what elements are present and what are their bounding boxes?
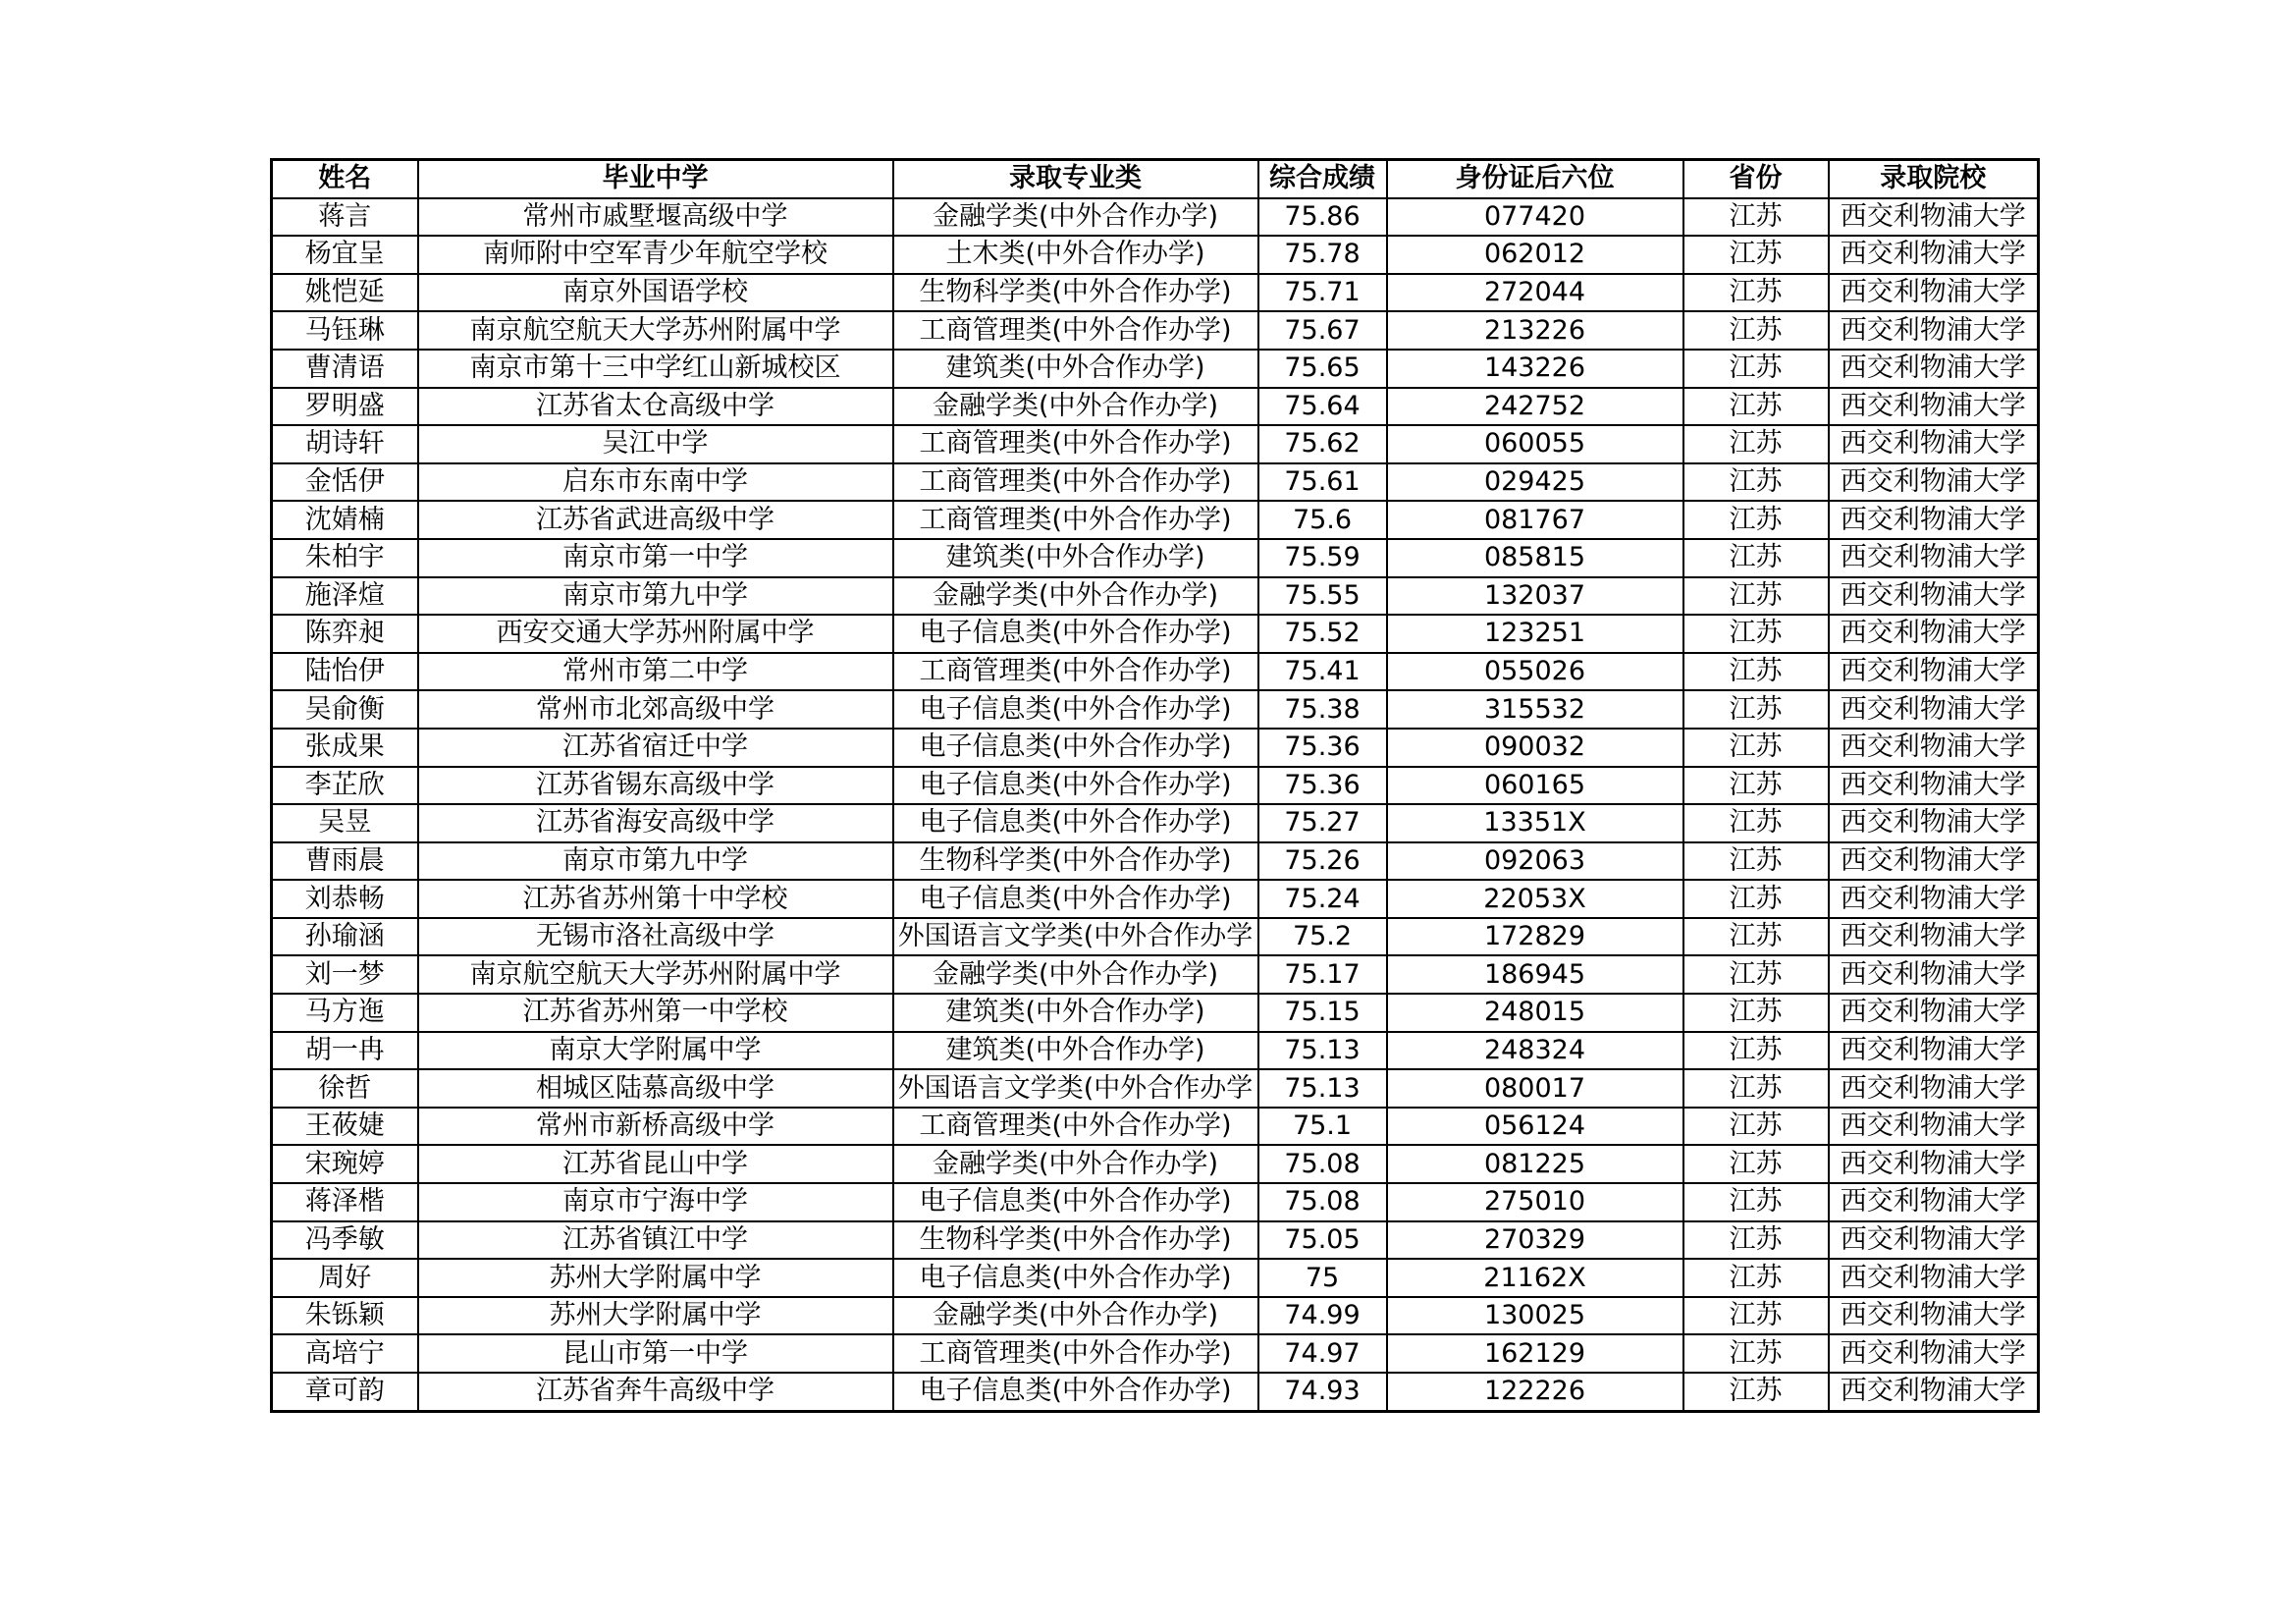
cell-major: 工商管理类(中外合作办学) [893,501,1258,539]
cell-province: 江苏 [1683,388,1829,426]
cell-score: 75.41 [1258,653,1387,691]
table-row [272,1183,2039,1221]
cell-name: 朱铄颖 [272,1297,418,1335]
cell-school: 南京市第十三中学红山新城校区 [418,350,893,388]
table-row [272,539,2039,577]
table-row [272,1069,2039,1108]
table-row [272,425,2039,463]
cell-name: 曹雨晨 [272,842,418,881]
cell-school: 江苏省苏州第十中学校 [418,880,893,918]
cell-major: 电子信息类(中外合作办学) [893,767,1258,805]
cell-name: 胡诗轩 [272,425,418,463]
cell-major: 外国语言文学类(中外合作办学 [893,1069,1258,1108]
table-row [272,274,2039,312]
cell-major: 工商管理类(中外合作办学) [893,653,1258,691]
cell-school: 吴江中学 [418,425,893,463]
table-row [272,1373,2039,1411]
cell-university: 西交利物浦大学 [1829,425,2039,463]
table-row [272,350,2039,388]
admission-table [270,158,2040,1413]
cell-province: 江苏 [1683,1259,1829,1297]
cell-school: 南京外国语学校 [418,274,893,312]
cell-school: 常州市北郊高级中学 [418,690,893,729]
cell-province: 江苏 [1683,577,1829,616]
header-university: 录取院校 [1829,160,2039,198]
cell-major: 电子信息类(中外合作办学) [893,690,1258,729]
cell-major: 外国语言文学类(中外合作办学 [893,918,1258,956]
cell-name: 金恬伊 [272,463,418,502]
cell-school: 江苏省苏州第一中学校 [418,994,893,1032]
cell-university: 西交利物浦大学 [1829,767,2039,805]
cell-school: 南京市第一中学 [418,539,893,577]
cell-name: 章可韵 [272,1373,418,1411]
cell-university: 西交利物浦大学 [1829,388,2039,426]
cell-school: 启东市东南中学 [418,463,893,502]
cell-school: 常州市第二中学 [418,653,893,691]
cell-school: 常州市戚墅堰高级中学 [418,198,893,237]
table-row [272,1334,2039,1373]
cell-major: 工商管理类(中外合作办学) [893,311,1258,350]
cell-major: 建筑类(中外合作办学) [893,350,1258,388]
cell-university: 西交利物浦大学 [1829,804,2039,842]
cell-name: 马钰琳 [272,311,418,350]
cell-name: 杨宜呈 [272,236,418,274]
cell-university: 西交利物浦大学 [1829,1221,2039,1260]
cell-school: 西安交通大学苏州附属中学 [418,615,893,653]
table-row [272,918,2039,956]
cell-name: 宋琬婷 [272,1145,418,1183]
cell-major: 金融学类(中外合作办学) [893,577,1258,616]
cell-id-suffix: 272044 [1387,274,1683,312]
cell-university: 西交利物浦大学 [1829,918,2039,956]
cell-score: 75.08 [1258,1145,1387,1183]
cell-university: 西交利物浦大学 [1829,577,2039,616]
cell-province: 江苏 [1683,311,1829,350]
cell-major: 电子信息类(中外合作办学) [893,615,1258,653]
cell-major: 金融学类(中外合作办学) [893,955,1258,994]
cell-major: 建筑类(中外合作办学) [893,1032,1258,1070]
cell-university: 西交利物浦大学 [1829,1032,2039,1070]
table-row [272,615,2039,653]
cell-score: 75.52 [1258,615,1387,653]
cell-major: 土木类(中外合作办学) [893,236,1258,274]
cell-university: 西交利物浦大学 [1829,1259,2039,1297]
cell-name: 张成果 [272,729,418,767]
cell-province: 江苏 [1683,842,1829,881]
cell-score: 75.71 [1258,274,1387,312]
cell-province: 江苏 [1683,1334,1829,1373]
cell-school: 无锡市洛社高级中学 [418,918,893,956]
header-name: 姓名 [272,160,418,198]
cell-university: 西交利物浦大学 [1829,1108,2039,1146]
cell-score: 75.13 [1258,1069,1387,1108]
cell-province: 江苏 [1683,615,1829,653]
cell-major: 建筑类(中外合作办学) [893,994,1258,1032]
cell-id-suffix: 315532 [1387,690,1683,729]
cell-province: 江苏 [1683,425,1829,463]
cell-id-suffix: 21162X [1387,1259,1683,1297]
cell-province: 江苏 [1683,1108,1829,1146]
cell-score: 75.24 [1258,880,1387,918]
cell-score: 75.26 [1258,842,1387,881]
table-row [272,1032,2039,1070]
cell-id-suffix: 081767 [1387,501,1683,539]
cell-id-suffix: 213226 [1387,311,1683,350]
cell-university: 西交利物浦大学 [1829,350,2039,388]
table-row [272,1108,2039,1146]
cell-name: 陆怡伊 [272,653,418,691]
cell-id-suffix: 060055 [1387,425,1683,463]
table-row [272,1259,2039,1297]
cell-university: 西交利物浦大学 [1829,690,2039,729]
table-row [272,729,2039,767]
cell-name: 孙瑜涵 [272,918,418,956]
cell-province: 江苏 [1683,1297,1829,1335]
cell-province: 江苏 [1683,1183,1829,1221]
cell-school: 江苏省镇江中学 [418,1221,893,1260]
cell-id-suffix: 275010 [1387,1183,1683,1221]
cell-id-suffix: 055026 [1387,653,1683,691]
table-row [272,880,2039,918]
cell-score: 75.65 [1258,350,1387,388]
cell-score: 75.55 [1258,577,1387,616]
cell-province: 江苏 [1683,1373,1829,1411]
cell-province: 江苏 [1683,994,1829,1032]
cell-university: 西交利物浦大学 [1829,1334,2039,1373]
cell-province: 江苏 [1683,350,1829,388]
cell-major: 电子信息类(中外合作办学) [893,729,1258,767]
table-row [272,501,2039,539]
cell-name: 曹清语 [272,350,418,388]
cell-id-suffix: 056124 [1387,1108,1683,1146]
cell-name: 马方迤 [272,994,418,1032]
cell-major: 电子信息类(中外合作办学) [893,880,1258,918]
cell-school: 南师附中空军青少年航空学校 [418,236,893,274]
cell-school: 南京大学附属中学 [418,1032,893,1070]
cell-id-suffix: 248324 [1387,1032,1683,1070]
cell-school: 江苏省宿迁中学 [418,729,893,767]
table-row [272,955,2039,994]
cell-name: 徐哲 [272,1069,418,1108]
cell-school: 相城区陆慕高级中学 [418,1069,893,1108]
cell-university: 西交利物浦大学 [1829,463,2039,502]
cell-university: 西交利物浦大学 [1829,311,2039,350]
cell-name: 冯季敏 [272,1221,418,1260]
header-id-suffix: 身份证后六位 [1387,160,1683,198]
cell-name: 刘恭畅 [272,880,418,918]
table-row [272,311,2039,350]
table-row [272,690,2039,729]
table-row [272,1297,2039,1335]
cell-university: 西交利物浦大学 [1829,1183,2039,1221]
cell-province: 江苏 [1683,274,1829,312]
cell-province: 江苏 [1683,1032,1829,1070]
cell-major: 工商管理类(中外合作办学) [893,1334,1258,1373]
cell-school: 江苏省奔牛高级中学 [418,1373,893,1411]
cell-university: 西交利物浦大学 [1829,274,2039,312]
cell-name: 刘一梦 [272,955,418,994]
cell-university: 西交利物浦大学 [1829,729,2039,767]
table-row [272,994,2039,1032]
cell-major: 电子信息类(中外合作办学) [893,1183,1258,1221]
header-major: 录取专业类 [893,160,1258,198]
cell-name: 沈婧楠 [272,501,418,539]
table-row [272,388,2039,426]
cell-id-suffix: 132037 [1387,577,1683,616]
cell-province: 江苏 [1683,1069,1829,1108]
cell-school: 昆山市第一中学 [418,1334,893,1373]
cell-id-suffix: 062012 [1387,236,1683,274]
cell-id-suffix: 130025 [1387,1297,1683,1335]
cell-province: 江苏 [1683,539,1829,577]
cell-name: 吴俞衡 [272,690,418,729]
cell-name: 蒋言 [272,198,418,237]
cell-university: 西交利物浦大学 [1829,880,2039,918]
cell-major: 金融学类(中外合作办学) [893,388,1258,426]
cell-university: 西交利物浦大学 [1829,955,2039,994]
cell-score: 74.97 [1258,1334,1387,1373]
table-row [272,1145,2039,1183]
cell-university: 西交利物浦大学 [1829,236,2039,274]
header-row [272,160,2039,198]
cell-province: 江苏 [1683,198,1829,237]
cell-university: 西交利物浦大学 [1829,1297,2039,1335]
cell-province: 江苏 [1683,463,1829,502]
header-school: 毕业中学 [418,160,893,198]
cell-score: 75.15 [1258,994,1387,1032]
cell-university: 西交利物浦大学 [1829,501,2039,539]
cell-id-suffix: 248015 [1387,994,1683,1032]
cell-major: 生物科学类(中外合作办学) [893,842,1258,881]
cell-university: 西交利物浦大学 [1829,1069,2039,1108]
cell-major: 电子信息类(中外合作办学) [893,804,1258,842]
cell-name: 王莜婕 [272,1108,418,1146]
table-body [272,198,2039,1412]
cell-major: 工商管理类(中外合作办学) [893,1108,1258,1146]
table-header [272,160,2039,198]
cell-score: 75.59 [1258,539,1387,577]
cell-name: 周好 [272,1259,418,1297]
cell-school: 南京市第九中学 [418,577,893,616]
cell-school: 江苏省锡东高级中学 [418,767,893,805]
table-row [272,653,2039,691]
cell-name: 吴昱 [272,804,418,842]
cell-university: 西交利物浦大学 [1829,198,2039,237]
cell-score: 75.62 [1258,425,1387,463]
cell-id-suffix: 077420 [1387,198,1683,237]
cell-score: 75.08 [1258,1183,1387,1221]
cell-major: 建筑类(中外合作办学) [893,539,1258,577]
cell-id-suffix: 172829 [1387,918,1683,956]
cell-score: 75.05 [1258,1221,1387,1260]
cell-province: 江苏 [1683,236,1829,274]
cell-province: 江苏 [1683,880,1829,918]
cell-major: 生物科学类(中外合作办学) [893,1221,1258,1260]
cell-name: 高培宁 [272,1334,418,1373]
cell-id-suffix: 081225 [1387,1145,1683,1183]
cell-score: 75.36 [1258,767,1387,805]
cell-id-suffix: 143226 [1387,350,1683,388]
cell-id-suffix: 270329 [1387,1221,1683,1260]
cell-score: 75.78 [1258,236,1387,274]
cell-major: 工商管理类(中外合作办学) [893,425,1258,463]
cell-school: 江苏省太仓高级中学 [418,388,893,426]
cell-id-suffix: 22053X [1387,880,1683,918]
cell-id-suffix: 060165 [1387,767,1683,805]
cell-province: 江苏 [1683,729,1829,767]
cell-id-suffix: 085815 [1387,539,1683,577]
cell-school: 常州市新桥高级中学 [418,1108,893,1146]
cell-id-suffix: 092063 [1387,842,1683,881]
table-row [272,463,2039,502]
cell-province: 江苏 [1683,767,1829,805]
cell-id-suffix: 090032 [1387,729,1683,767]
cell-university: 西交利物浦大学 [1829,615,2039,653]
table-row [272,198,2039,237]
table-row [272,767,2039,805]
cell-score: 75.38 [1258,690,1387,729]
header-province: 省份 [1683,160,1829,198]
cell-id-suffix: 080017 [1387,1069,1683,1108]
cell-university: 西交利物浦大学 [1829,539,2039,577]
cell-id-suffix: 13351X [1387,804,1683,842]
cell-score: 74.99 [1258,1297,1387,1335]
cell-score: 75.67 [1258,311,1387,350]
cell-id-suffix: 123251 [1387,615,1683,653]
cell-score: 74.93 [1258,1373,1387,1411]
cell-id-suffix: 162129 [1387,1334,1683,1373]
cell-major: 电子信息类(中外合作办学) [893,1259,1258,1297]
table-row [272,842,2039,881]
cell-province: 江苏 [1683,918,1829,956]
cell-major: 金融学类(中外合作办学) [893,1297,1258,1335]
table-row [272,577,2039,616]
cell-name: 李芷欣 [272,767,418,805]
cell-score: 75.86 [1258,198,1387,237]
cell-province: 江苏 [1683,1145,1829,1183]
cell-province: 江苏 [1683,501,1829,539]
cell-id-suffix: 122226 [1387,1373,1683,1411]
cell-school: 南京市宁海中学 [418,1183,893,1221]
cell-school: 南京市第九中学 [418,842,893,881]
cell-school: 江苏省海安高级中学 [418,804,893,842]
cell-province: 江苏 [1683,1221,1829,1260]
cell-score: 75.27 [1258,804,1387,842]
cell-name: 陈弈昶 [272,615,418,653]
table-row [272,1221,2039,1260]
cell-major: 生物科学类(中外合作办学) [893,274,1258,312]
cell-school: 苏州大学附属中学 [418,1297,893,1335]
cell-name: 施泽煊 [272,577,418,616]
cell-school: 苏州大学附属中学 [418,1259,893,1297]
cell-major: 金融学类(中外合作办学) [893,198,1258,237]
cell-major: 金融学类(中外合作办学) [893,1145,1258,1183]
cell-score: 75.13 [1258,1032,1387,1070]
cell-university: 西交利物浦大学 [1829,653,2039,691]
cell-name: 姚恺延 [272,274,418,312]
header-score: 综合成绩 [1258,160,1387,198]
cell-name: 胡一冉 [272,1032,418,1070]
cell-name: 朱柏宇 [272,539,418,577]
cell-university: 西交利物浦大学 [1829,842,2039,881]
cell-score: 75.36 [1258,729,1387,767]
cell-school: 江苏省昆山中学 [418,1145,893,1183]
cell-university: 西交利物浦大学 [1829,1373,2039,1411]
cell-id-suffix: 029425 [1387,463,1683,502]
cell-name: 蒋泽楷 [272,1183,418,1221]
cell-province: 江苏 [1683,690,1829,729]
cell-province: 江苏 [1683,804,1829,842]
cell-province: 江苏 [1683,653,1829,691]
cell-major: 电子信息类(中外合作办学) [893,1373,1258,1411]
cell-score: 75.61 [1258,463,1387,502]
cell-score: 75.17 [1258,955,1387,994]
cell-province: 江苏 [1683,955,1829,994]
table-row [272,236,2039,274]
cell-score: 75 [1258,1259,1387,1297]
cell-university: 西交利物浦大学 [1829,994,2039,1032]
cell-id-suffix: 242752 [1387,388,1683,426]
cell-school: 南京航空航天大学苏州附属中学 [418,311,893,350]
cell-school: 南京航空航天大学苏州附属中学 [418,955,893,994]
cell-school: 江苏省武进高级中学 [418,501,893,539]
cell-major: 工商管理类(中外合作办学) [893,463,1258,502]
cell-score: 75.64 [1258,388,1387,426]
table-row [272,804,2039,842]
cell-university: 西交利物浦大学 [1829,1145,2039,1183]
cell-score: 75.6 [1258,501,1387,539]
cell-score: 75.2 [1258,918,1387,956]
cell-id-suffix: 186945 [1387,955,1683,994]
cell-score: 75.1 [1258,1108,1387,1146]
cell-name: 罗明盛 [272,388,418,426]
